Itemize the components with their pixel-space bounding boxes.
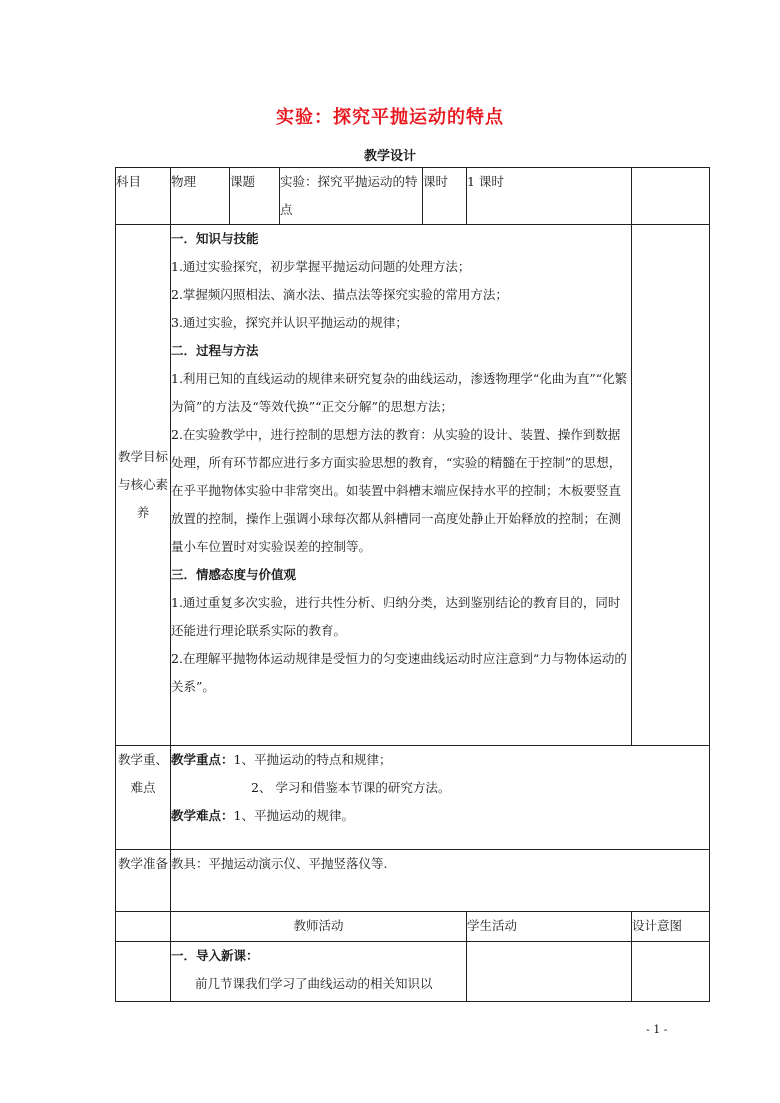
objective-paragraph: 2.在实验教学中，进行控制的思想方法的教育：从实验的设计、装置、操作到数据处理，所有环节都应进行多方面实验思想的教育，“实验的精髓在于控制”的思想，在乎平抛物体实验中非常突出。如装置中斜槽末端应保持水平的控制；木板要竖直放置的控制，操作上强调小球每次都从斜槽同一高度处静止开始释放的控制；在测量小车位置时对实验误差的控制等。 [171,427,622,554]
section-heading-process: 二．过程与方法 [171,343,259,358]
objectives-row [116,225,710,746]
topic-value: 实验：探究平抛运动的特点 [280,168,423,225]
objective-paragraph: 1.利用已知的直线运动的规律来研究复杂的曲线运动，渗透物理学“化曲为直”“化繁为简”的方法及“等效代换”“正交分解”的思想方法； [171,371,628,414]
preparation-label: 教学准备 [116,850,171,912]
objectives-label: 教学目标与核心素养 [116,225,171,746]
objective-paragraph: 2.在理解平抛物体运动规律是受恒力的匀变速曲线运动时应注意到“力与物体运动的关系”。 [171,651,627,694]
difficulty-item: 1、平抛运动的规律。 [233,808,354,823]
preparation-content: 教具：平抛运动演示仪、平抛竖落仪等. [171,850,710,912]
intro-content [171,942,467,1002]
subject-label: 科目 [116,168,171,225]
document-subtitle: 教学设计 [363,149,416,164]
design-intent-header: 设计意图 [632,912,710,942]
intro-text: 前几节课我们学习了曲线运动的相关知识以 [195,976,433,991]
key-points-content [171,746,710,850]
document-title: 实验：探究平抛运动的特点 [276,107,504,128]
intro-row [116,942,710,1002]
teacher-activity-header: 教师活动 [171,912,467,942]
objective-paragraph: 1.通过实验探究，初步掌握平抛运动问题的处理方法； [171,259,471,274]
student-activity-header: 学生活动 [467,912,632,942]
intro-student-cell [467,942,632,1002]
objectives-content [171,225,632,746]
header-row [116,168,710,225]
topic-label: 课题 [230,168,280,225]
intro-empty-cell [116,942,171,1002]
subject-value: 物理 [171,168,230,225]
difficulty-label: 教学难点： [171,808,234,823]
focus-item: 2、 学习和借鉴本节课的研究方法。 [251,780,451,795]
lesson-plan-table [115,167,710,1002]
hours-value: 1 课时 [467,168,632,225]
activity-header-empty [116,912,171,942]
objective-paragraph: 2.掌握频闪照相法、滴水法、描点法等探究实验的常用方法； [171,287,508,302]
activity-header-row [116,912,710,942]
key-points-label: 教学重、难点 [116,746,171,850]
key-points-row [116,746,710,850]
header-empty-cell [632,168,710,225]
intro-heading: 一．导入新课： [171,948,259,963]
section-heading-knowledge: 一．知识与技能 [171,231,259,246]
preparation-row [116,850,710,912]
focus-label: 教学重点： [171,752,234,767]
objective-paragraph: 3.通过实验，探究并认识平抛运动的规律； [171,315,408,330]
hours-label: 课时 [423,168,467,225]
page-number: - 1 - [646,1023,668,1036]
section-heading-attitude: 三．情感态度与价值观 [171,567,297,582]
intro-intent-cell [632,942,710,1002]
objectives-empty-cell [632,225,710,746]
focus-item: 1、平抛运动的特点和规律； [233,752,392,767]
objective-paragraph: 1.通过重复多次实验，进行共性分析、归纳分类，达到鉴别结论的教育目的，同时还能进行理论联系实际的教育。 [171,595,621,638]
